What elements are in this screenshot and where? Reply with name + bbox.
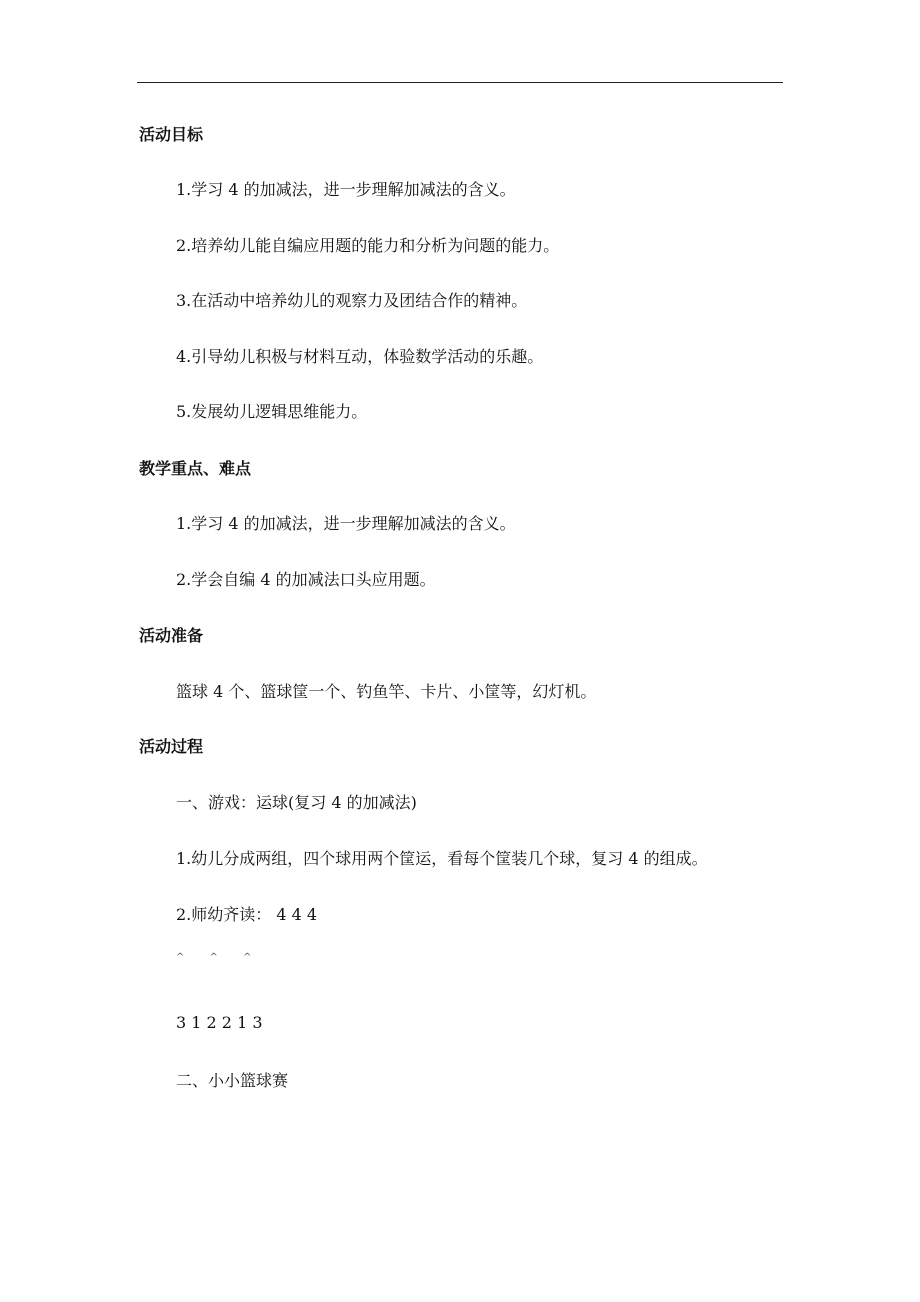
heading-objectives: 活动目标	[139, 125, 204, 144]
objective-item-2: 2.培养幼儿能自编应用题的能力和分析为问题的能力。	[176, 236, 560, 255]
heading-process: 活动过程	[139, 737, 204, 756]
process-step-1: 一、游戏：运球(复习 4 的加减法)	[176, 793, 417, 812]
key-point-item-2: 2.学会自编 4 的加减法口头应用题。	[176, 570, 436, 589]
objective-item-5: 5.发展幼儿逻辑思维能力。	[176, 402, 368, 421]
preparation-text: 篮球 4 个、篮球筐一个、钓鱼竿、卡片、小筐等，幻灯机。	[176, 682, 597, 701]
objective-item-4: 4.引导幼儿积极与材料互动，体验数学活动的乐趣。	[176, 347, 544, 366]
composition-marks: ^ ^ ^	[176, 952, 263, 963]
objective-item-1: 1.学习 4 的加减法，进一步理解加减法的含义。	[176, 180, 516, 199]
composition-numbers: 3 1 2 2 1 3	[176, 1013, 263, 1032]
process-item-1: 1.幼儿分成两组，四个球用两个筐运，看每个筐装几个球，复习 4 的组成。	[176, 849, 708, 868]
key-point-item-1: 1.学习 4 的加减法，进一步理解加减法的含义。	[176, 514, 516, 533]
header-rule	[137, 82, 783, 83]
heading-key-points: 教学重点、难点	[139, 459, 252, 478]
process-step-2: 二、小小篮球赛	[176, 1071, 289, 1090]
process-item-2: 2.师幼齐读： 4 4 4	[176, 905, 318, 924]
heading-preparation: 活动准备	[139, 626, 204, 645]
objective-item-3: 3.在活动中培养幼儿的观察力及团结合作的精神。	[176, 291, 528, 310]
